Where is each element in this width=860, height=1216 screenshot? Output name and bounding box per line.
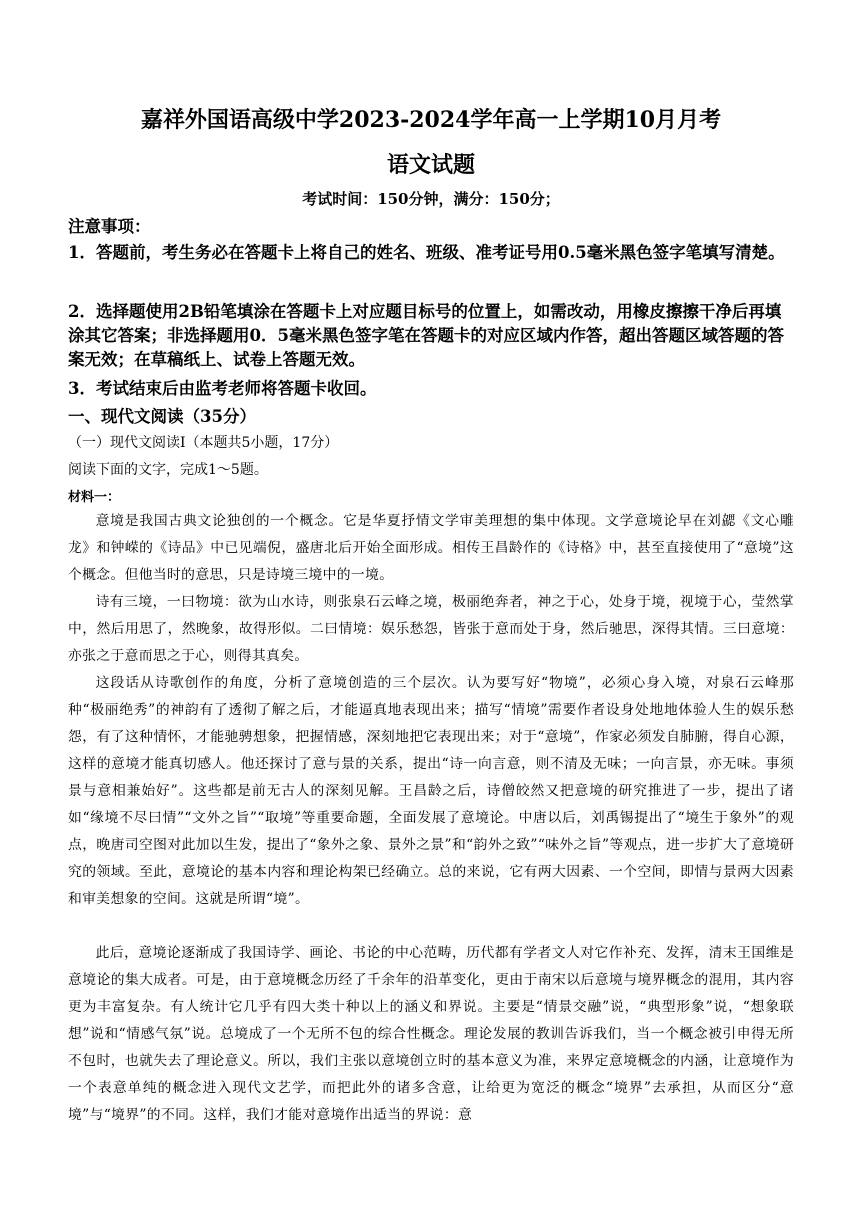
section-subheading: （一）现代文阅读Ⅰ（本题共5小题，17分） [68,435,339,451]
material-label: 材料一： [68,490,121,505]
notice-item: 3．考试结束后由监考老师将答题卡收回。 [68,379,377,398]
reading-paragraph: 此后，意境论逐渐成了我国诗学、画论、书论的中心范畴，历代都有学者文人对它作补充、发挥，清末王国维是意境论的集大成者。可是，由于意境概念历经了千余年的沿革变化，更由于南宋以后意境与境界概念的混用，其内容更为丰富复杂。有人统计它几乎有四大类十种以上的涵义和界说。主要是“情景交融”说，“典型形象”说，“想象联想”说和“情感气氛”说。总境成了一个无所不包的综合性概念。理论发展的教训告诉我们，当一个概念被引申得无所不包时，也就失去了理论意义。所以，我们主张以意境创立时的基本意义为准，来界定意境概念的内涵，让意境作为一个表意单纯的概念进入现代文艺学，而把此外的诸多含意，让给更为宽泛的概念“境界”去承担，从而区分“意境”与“境界”的不同。这样，我们才能对意境作出适当的界说：意 [68,945,794,1123]
notice-item: 2．选择题使用2B铅笔填涂在答题卡上对应题目标号的位置上，如需改动，用橡皮擦擦干净后再填涂其它答案；非选择题用0．5毫米黑色签字笔在答题卡的对应区域内作答，超出答题区域答题的答案无效；在草稿纸上、试卷上答题无效。 [68,302,784,369]
reading-paragraph: 意境是我国古典文论独创的一个概念。它是华夏抒情文学审美理想的集中体现。文学意境论早在刘勰《文心雕龙》和钟嵘的《诗品》中已见端倪，盛唐北后开始全面形成。相传王昌龄作的《诗格》中，甚至直接使用了“意境”这个概念。但他当时的意思，只是诗境三境中的一境。 [68,513,794,583]
reading-paragraph: 诗有三境，一曰物境：欲为山水诗，则张泉石云峰之境，极丽绝奔者，神之于心，处身于境，视境于心，莹然掌中，然后用思了，然晚象，故得形似。二曰情境：娱乐愁怨，皆张于意而处于身，然后驰思，深得其情。三曰意境：亦张之于意而思之于心，则得其真矣。 [68,594,794,664]
notice-item: 1．答题前，考生务必在答题卡上将自己的姓名、班级、准考证号用0.5毫米黑色签字笔填写清楚。 [68,243,785,262]
exam-time-info: 考试时间：150分钟，满分：150分； [302,190,560,208]
reading-instruction: 阅读下面的文字，完成1～5题。 [68,462,268,478]
section-heading: 一、现代文阅读（35分） [68,407,256,426]
exam-title: 嘉祥外国语高级中学2023-2024学年高一上学期10月月考 [140,107,722,133]
reading-paragraph: 这段话从诗歌创作的角度，分析了意境创造的三个层次。认为要写好“物境”，必须心身入境，对泉石云峰那种“极丽绝秀”的神韵有了透彻了解之后，才能逼真地表现出来；描写“情境”需要作者设身处地地体验人生的娱乐愁怨，有了这种情怀，才能驰骋想象，把握情感，深刻地把它表现出来；对于“意境”，作家必须发自肺腑，得自心源，这样的意境才能真切感人。他还探讨了意与景的关系，提出“诗一向言意，则不清及无味；一向言景，亦无味。事须景与意相兼始好”。这些都是前无古人的深刻见解。王昌龄之后，诗僧皎然又把意境的研究推进了一步，提出了诸如“缘境不尽曰情”“文外之旨”“取境”等重要命题，全面发展了意境论。中唐以后，刘禹锡提出了“境生于象外”的观点，晚唐司空图对此加以生发，提出了“象外之象、景外之景”和“韵外之致”“味外之旨”等观点，进一步扩大了意境研究的领域。至此，意境论的基本内容和理论构架已经确立。总的来说，它有两大因素、一个空间，即情与景两大因素和审美想象的空间。这就是所谓“境”。 [68,675,794,907]
notice-heading: 注意事项： [68,217,151,236]
exam-subject-title: 语文试题 [386,152,475,178]
